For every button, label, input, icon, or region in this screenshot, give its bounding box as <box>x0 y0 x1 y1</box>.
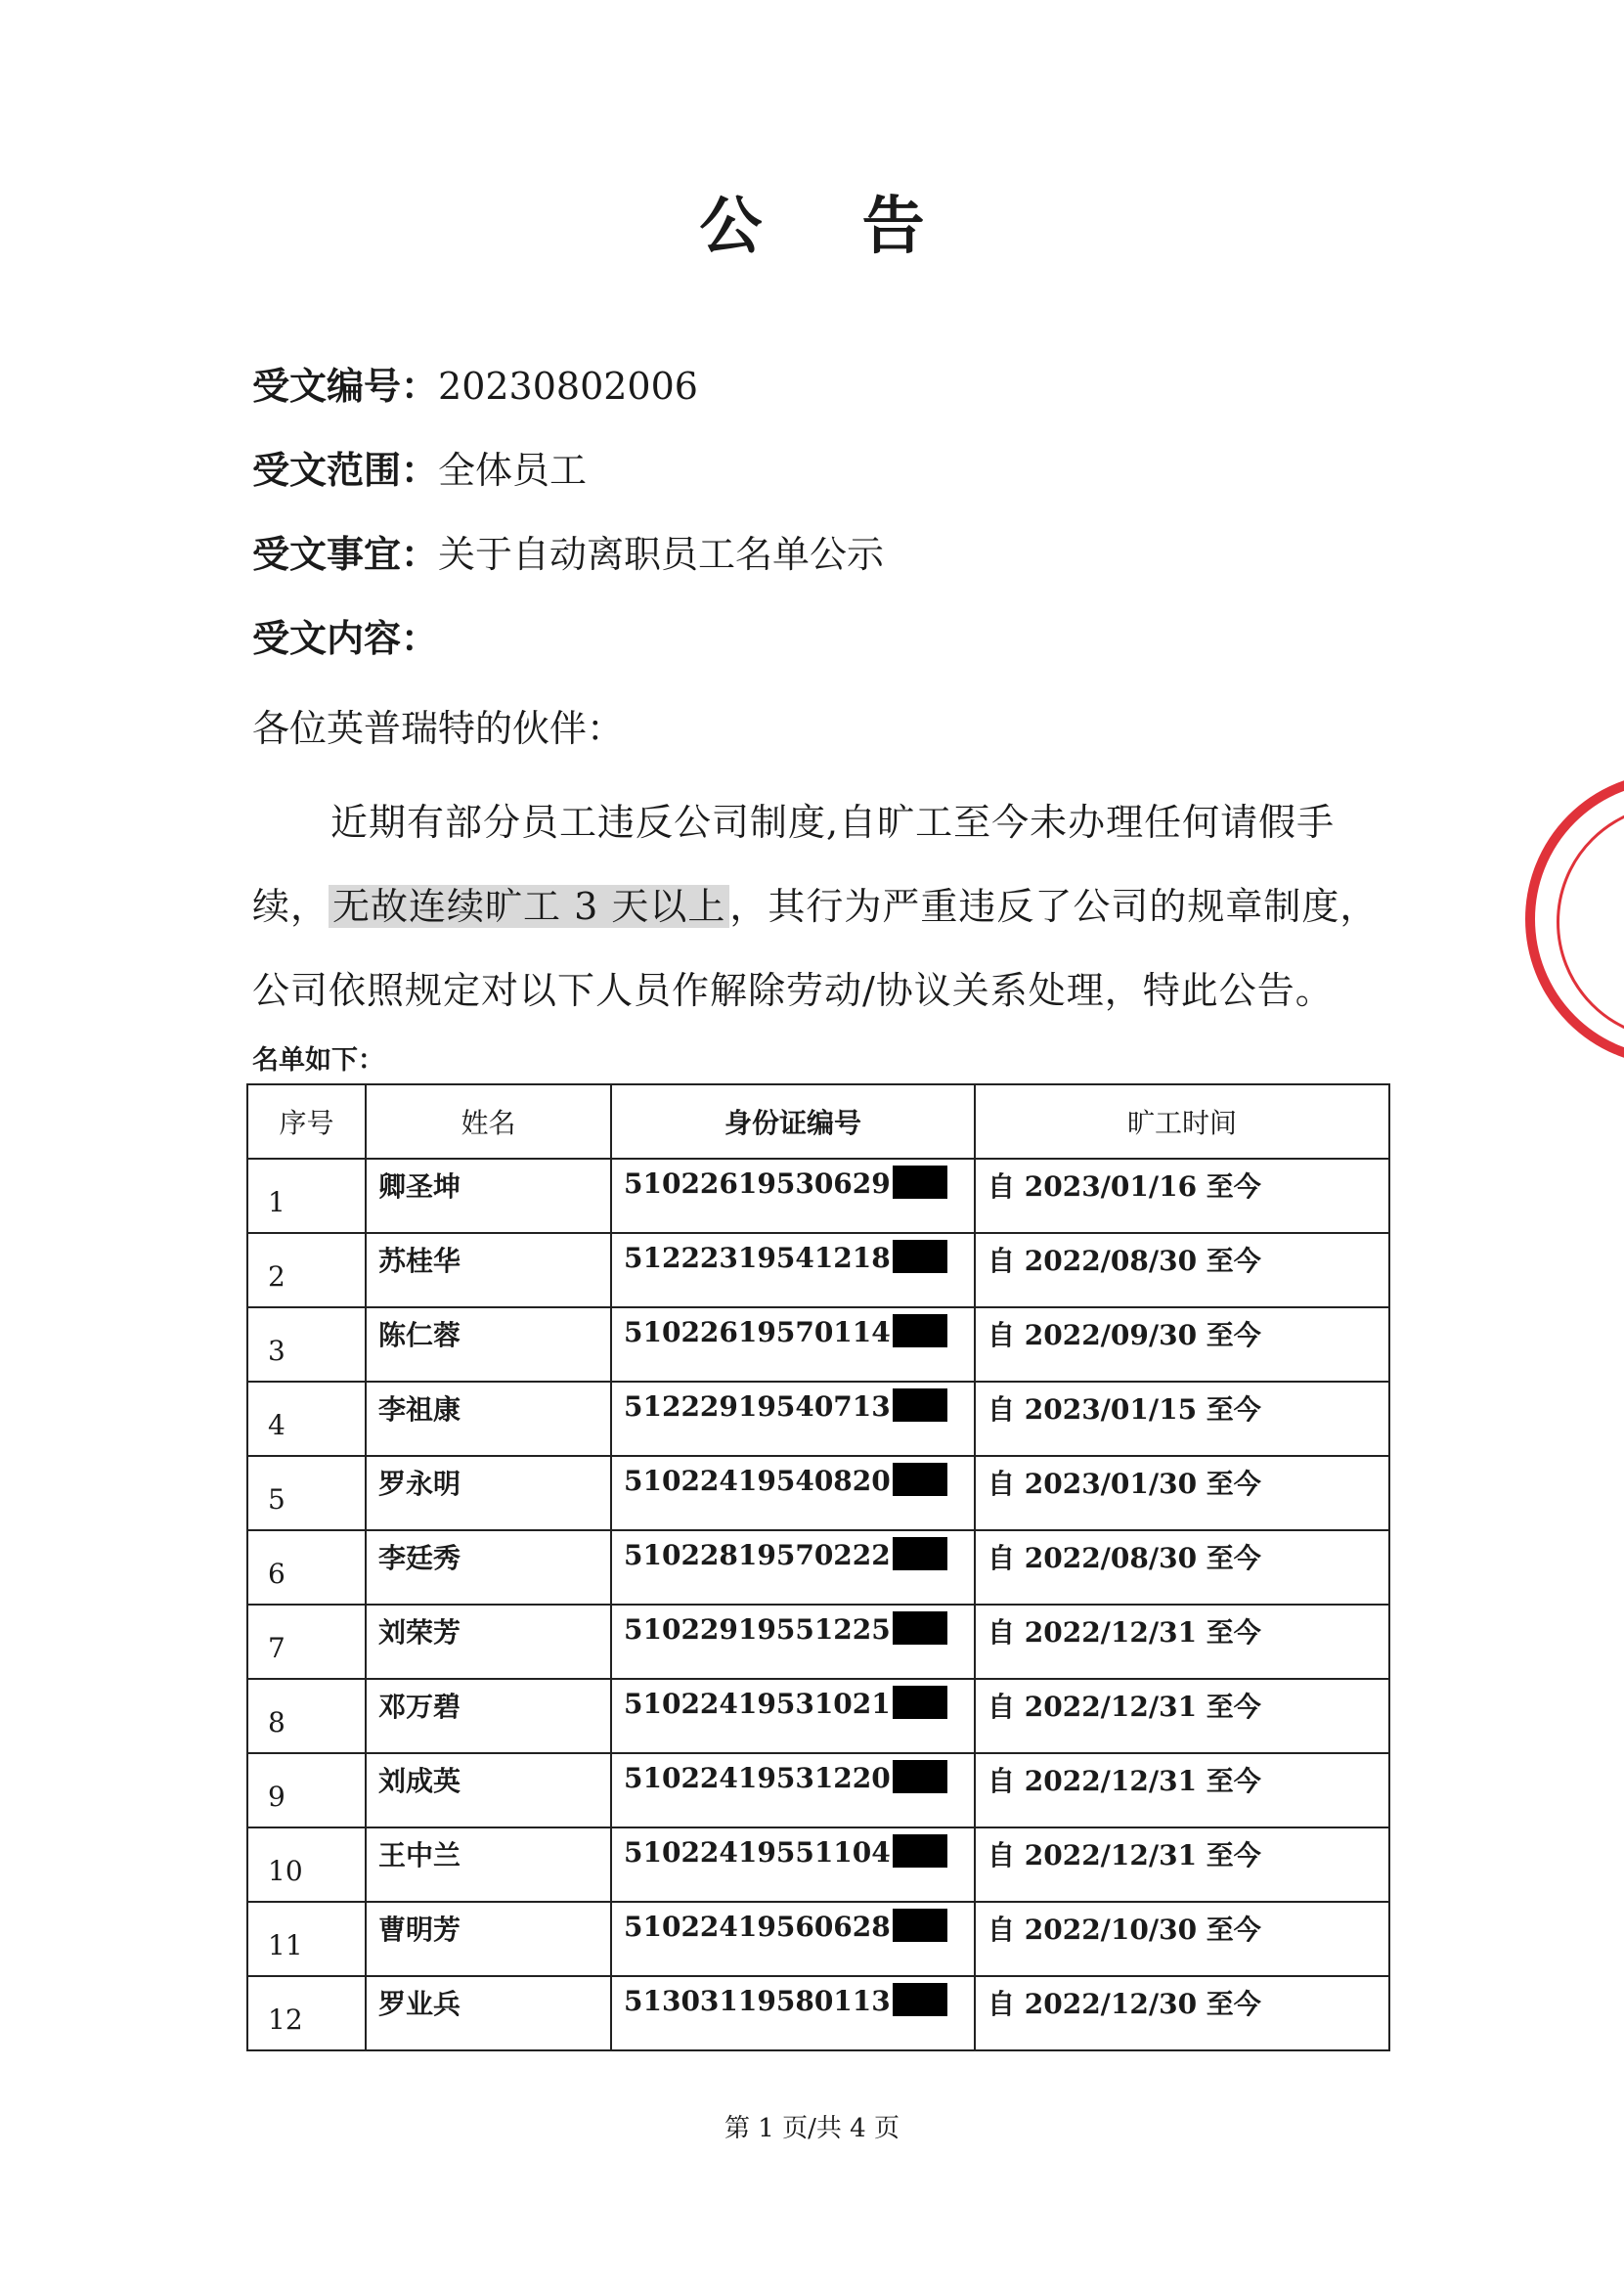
table-row <box>247 1382 1389 1456</box>
row-name: 刘成英 <box>366 1753 611 1827</box>
id-text: 51022619530629 <box>624 1167 891 1200</box>
redaction-block <box>893 1834 947 1868</box>
row-period: 自 2022/12/31 至今 <box>975 1827 1389 1902</box>
doc-number-value: 20230802006 <box>438 365 698 408</box>
row-no: 9 <box>247 1753 366 1827</box>
id-text: 51222919540713 <box>624 1390 891 1423</box>
id-text: 51022419560628 <box>624 1911 891 1943</box>
row-period: 自 2023/01/30 至今 <box>975 1456 1389 1530</box>
row-no: 10 <box>247 1827 366 1902</box>
id-text: 51022919551225 <box>624 1613 891 1646</box>
id-text: 51022419540820 <box>624 1465 891 1497</box>
scope-line <box>252 446 587 495</box>
row-period: 自 2022/12/31 至今 <box>975 1605 1389 1679</box>
id-text: 51022419531021 <box>624 1688 891 1720</box>
redaction-block <box>893 1909 947 1942</box>
row-id <box>611 1827 975 1902</box>
row-no: 5 <box>247 1456 366 1530</box>
row-no: 7 <box>247 1605 366 1679</box>
redaction-block <box>893 1463 947 1496</box>
row-name: 邓万碧 <box>366 1679 611 1753</box>
row-name: 陈仁蓉 <box>366 1307 611 1382</box>
row-id <box>611 1307 975 1382</box>
redaction-block <box>893 1760 947 1793</box>
row-no: 4 <box>247 1382 366 1456</box>
id-text: 51022619570114 <box>624 1316 891 1348</box>
table-row <box>247 1827 1389 1902</box>
header-name: 姓名 <box>366 1084 611 1159</box>
row-name: 罗业兵 <box>366 1976 611 2050</box>
redaction-block <box>893 1240 947 1273</box>
row-no: 12 <box>247 1976 366 2050</box>
table-header-row <box>247 1084 1389 1159</box>
row-id <box>611 1456 975 1530</box>
redaction-block <box>893 1686 947 1719</box>
row-id <box>611 1976 975 2050</box>
row-name: 曹明芳 <box>366 1902 611 1976</box>
row-period: 自 2022/10/30 至今 <box>975 1902 1389 1976</box>
matter-line <box>252 530 884 579</box>
body-text-2: ，其行为严重违反了公司的规章制度，公司依照规定对以下人员作解除劳动/协议关系处理，特此公告。 <box>252 885 1379 1012</box>
row-name: 李廷秀 <box>366 1530 611 1605</box>
id-text: 51022419551104 <box>624 1836 891 1869</box>
redaction-block <box>893 1166 947 1199</box>
matter-label: 受文事宜： <box>252 532 439 576</box>
doc-number-line <box>252 362 698 411</box>
greeting: 各位英普瑞特的伙伴： <box>252 707 625 750</box>
row-name: 卿圣坤 <box>366 1159 611 1233</box>
company-seal <box>1525 772 1624 1066</box>
row-id <box>611 1902 975 1976</box>
table-row <box>247 1902 1389 1976</box>
scope-value: 全体员工 <box>438 449 588 492</box>
row-name: 王中兰 <box>366 1827 611 1902</box>
body-text-1: 近期有部分员工违反公司制度,自旷工至今未办理任何请假手续， <box>252 801 1336 928</box>
doc-number-label: 受文编号： <box>252 364 439 408</box>
row-no: 1 <box>247 1159 366 1233</box>
row-period: 自 2022/12/31 至今 <box>975 1679 1389 1753</box>
content-line <box>252 614 438 663</box>
row-no: 2 <box>247 1233 366 1307</box>
row-id <box>611 1753 975 1827</box>
page-footer: 第 1 页/共 4 页 <box>724 2114 900 2143</box>
header-period: 旷工时间 <box>975 1084 1389 1159</box>
row-id <box>611 1382 975 1456</box>
notice-title: 公 告 <box>699 190 964 263</box>
row-id <box>611 1679 975 1753</box>
row-period: 自 2022/12/30 至今 <box>975 1976 1389 2050</box>
list-label: 名单如下： <box>252 1045 384 1076</box>
redaction-block <box>893 1611 947 1645</box>
redaction-block <box>893 1314 947 1347</box>
table-row <box>247 1159 1389 1233</box>
table-row <box>247 1679 1389 1753</box>
row-period: 自 2023/01/16 至今 <box>975 1159 1389 1233</box>
seal-inner-ring <box>1557 804 1624 1040</box>
row-period: 自 2022/08/30 至今 <box>975 1233 1389 1307</box>
row-no: 8 <box>247 1679 366 1753</box>
id-text: 51022819570222 <box>624 1539 891 1571</box>
header-id: 身份证编号 <box>611 1084 975 1159</box>
row-period: 自 2022/12/31 至今 <box>975 1753 1389 1827</box>
highlighted-text: 无故连续旷工 3 天以上 <box>329 885 729 928</box>
id-text: 51222319541218 <box>624 1242 891 1274</box>
header-no: 序号 <box>247 1084 366 1159</box>
row-name: 李祖康 <box>366 1382 611 1456</box>
id-text: 51303119580113 <box>624 1985 891 2017</box>
row-period: 自 2022/09/30 至今 <box>975 1307 1389 1382</box>
row-period: 自 2023/01/15 至今 <box>975 1382 1389 1456</box>
id-text: 51022419531220 <box>624 1762 891 1794</box>
content-label: 受文内容： <box>252 616 439 660</box>
row-id <box>611 1159 975 1233</box>
row-id <box>611 1530 975 1605</box>
redaction-block <box>893 1983 947 2016</box>
redaction-block <box>893 1388 947 1422</box>
redaction-block <box>893 1537 947 1570</box>
table-row <box>247 1605 1389 1679</box>
notice-body <box>252 780 1386 1033</box>
table-row <box>247 1530 1389 1605</box>
row-id <box>611 1233 975 1307</box>
row-no: 6 <box>247 1530 366 1605</box>
table-row <box>247 1976 1389 2050</box>
table-row <box>247 1456 1389 1530</box>
row-no: 3 <box>247 1307 366 1382</box>
matter-value: 关于自动离职员工名单公示 <box>438 533 885 576</box>
row-no: 11 <box>247 1902 366 1976</box>
row-name: 刘荣芳 <box>366 1605 611 1679</box>
table-row <box>247 1307 1389 1382</box>
row-name: 罗永明 <box>366 1456 611 1530</box>
table-row <box>247 1233 1389 1307</box>
row-name: 苏桂华 <box>366 1233 611 1307</box>
row-period: 自 2022/08/30 至今 <box>975 1530 1389 1605</box>
scope-label: 受文范围： <box>252 448 439 492</box>
employee-table <box>246 1083 1390 2051</box>
row-id <box>611 1605 975 1679</box>
table-row <box>247 1753 1389 1827</box>
